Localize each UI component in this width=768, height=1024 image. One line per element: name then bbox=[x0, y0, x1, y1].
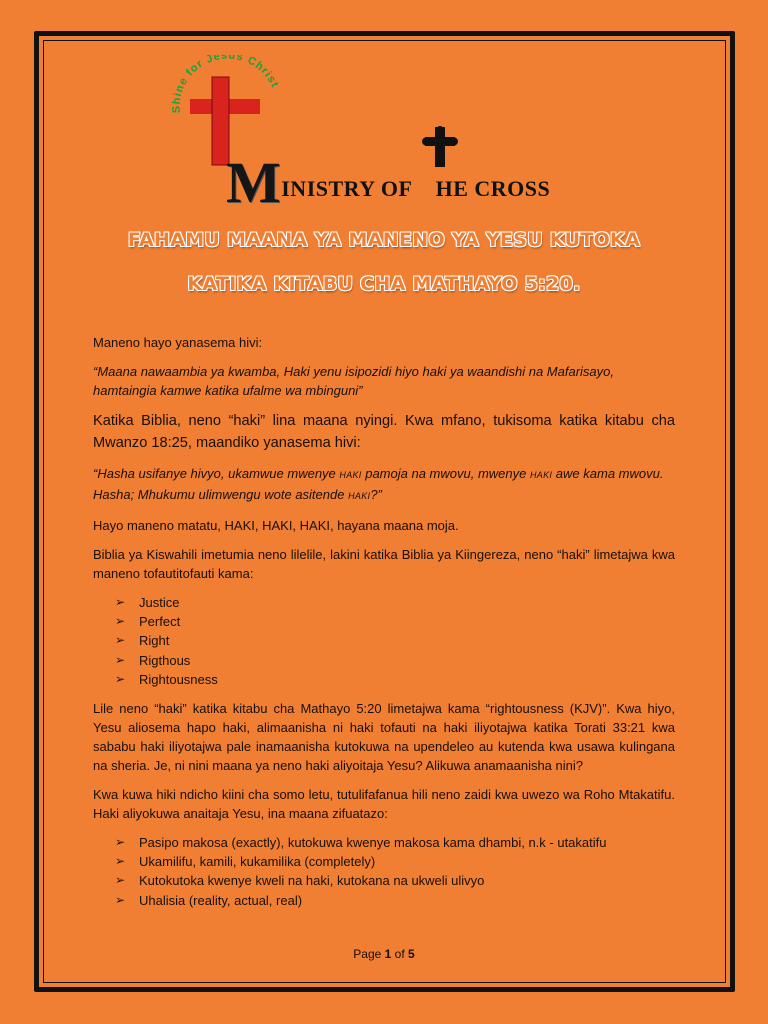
list-item: ➢ Uhalisia (reality, actual, real) bbox=[115, 891, 675, 910]
logo-word-the-cross: HE CROSS bbox=[435, 176, 551, 201]
intro-paragraph: Maneno hayo yanasema hivi: bbox=[93, 335, 263, 350]
page-title-line-1: FAHAMU MAANA YA MANENO YA YESU KUTOKA bbox=[127, 229, 641, 251]
three-haki-paragraph: Hayo maneno matatu, HAKI, HAKI, HAKI, hayana maana moja. bbox=[93, 518, 459, 533]
meanings-list bbox=[93, 833, 675, 910]
ministry-logo bbox=[170, 55, 570, 215]
english-terms-list bbox=[93, 593, 675, 689]
mathayo-explanation-paragraph: Lile neno “haki” katika kitabu cha Mathayo 5:20 limetajwa kama “rightousness (KJV)”. Kwa hiyo, Yesu aliosema hapo haki, alimaanisha ni haki tofauti na haki iliyotajwa katika Torati 33:21 kwa sababu haki iliyotajwa pale inamaanisha kutokuwa na upendeleo au kutenda kwa usawa kulingana na sheria. Je, ni nini maana ya neno haki aliyoitaja Yesu? Alikuwa anamaanisha nini? bbox=[93, 701, 675, 774]
article-body bbox=[93, 333, 675, 920]
english-bible-paragraph: Biblia ya Kiswahili imetumia neno lilelile, lakini katika Biblia ya Kiingereza, neno “haki” limetajwa kwa maneno tofautitofauti kama: bbox=[93, 547, 675, 581]
list-item: ➢ Justice bbox=[115, 593, 675, 612]
logo-arc-text: Shine for Jesus Christ bbox=[170, 55, 281, 114]
list-item: ➢ Ukamilifu, kamili, kukamilika (completely) bbox=[115, 852, 675, 871]
logo-initial-m: M bbox=[226, 150, 282, 215]
quote-mathayo: “Maana nawaambia ya kwamba, Haki yenu isipozidi hiyo haki ya waandishi na Mafarisayo, hamtaingia kamwe katika ufalme wa mbinguni” bbox=[93, 364, 614, 398]
quote-mwanzo: “Hasha usifanye hivyo, ukamwue mwenye HAKI pamoja na mwovu, mwenye HAKI awe kama mwovu. Hasha; Mhukumu ulimwengu wote asitende HAKI?” bbox=[93, 466, 664, 502]
lead-paragraph: Katika Biblia, neno “haki” lina maana nyingi. Kwa mfano, tukisoma katika kitabu cha Mwanzo 18:25, maandiko yanasema hivi: bbox=[93, 413, 675, 451]
logo-word-ministry-of: INISTRY OF bbox=[281, 176, 412, 201]
page-title-line-2: KATIKA KITABU CHA MATHAYO 5:20. bbox=[187, 273, 581, 295]
list-item: ➢ Pasipo makosa (exactly), kutokuwa kwenye makosa kama dhambi, n.k - utakatifu bbox=[115, 833, 675, 852]
key-meaning-paragraph: Kwa kuwa hiki ndicho kiini cha somo letu, tutulifafanua hili neno zaidi kwa uwezo wa Roho Mtakatifu. Haki aliyokuwa anaitaja Yesu, ina maana zifuatazo: bbox=[93, 787, 675, 822]
list-item: ➢ Right bbox=[115, 631, 675, 650]
page-number: Page 1 of 5 bbox=[353, 947, 415, 961]
list-item: ➢ Rigthous bbox=[115, 651, 675, 670]
list-item: ➢ Kutokutoka kwenye kweli na haki, kutokana na ukweli ulivyo bbox=[115, 871, 675, 890]
list-item: ➢ Perfect bbox=[115, 612, 675, 631]
logo-wordmark bbox=[226, 143, 551, 215]
list-item: ➢ Rightousness bbox=[115, 670, 675, 689]
